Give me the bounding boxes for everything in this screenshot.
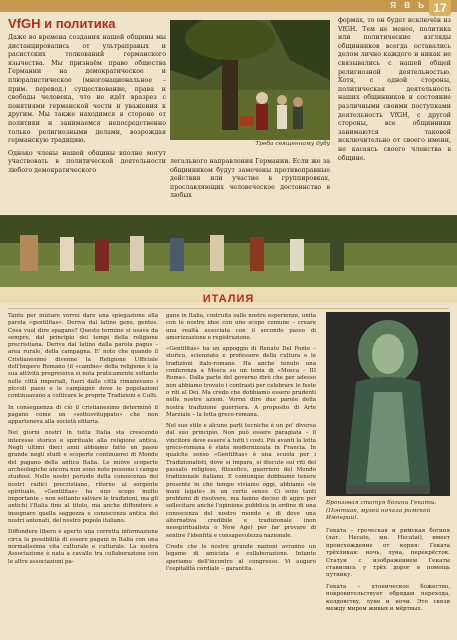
hecate-statue-photo <box>326 312 450 496</box>
oak-ritual-photo <box>170 20 330 140</box>
it-paragraph: Credo che le nostre grande nazioni avranno un legame di amicizia e collaborazione. Intanto speriamo dell'incontro al congresso. Vi auguro l'ospitalità cordiale – garantita. <box>166 543 316 572</box>
section-header-italia <box>0 287 457 303</box>
it-column-1 <box>8 313 158 570</box>
hecate-note: Геката – хтоническое божество, покровительствует обрядам перехода, колдовству, луне и ночи. Это связи между миром живых и мёртвых. <box>326 583 450 613</box>
it-photo-caption: Бронзовая статуя богини Гекаты. (Понтиак, музей начала римской Империи). <box>326 500 437 522</box>
procession-image <box>0 215 457 287</box>
section-name: Я В Ь <box>390 1 427 10</box>
hecate-notes <box>326 528 450 617</box>
it-paragraph: In conseguenza di ciò il cristianesimo determinò il pagano come un «sottosviluppato» che non apparteneva alla società elitaria. <box>8 404 158 426</box>
page-number: 17 <box>429 0 451 16</box>
it-paragraph: gane in Italia, costruita sulle nostre esperienze, unita con le nostre idee con uno scopo comune – creare una realtà associata con il secondo passo di amorizzazione e registrazione. <box>166 313 316 341</box>
hecate-statue-image <box>326 312 450 496</box>
it-paragraph: «Gentilitas» ha un appoggio di Renato Del Ponte – storico, scienziato e professore della cultura e le tradizioni italo-romane. Ha anche tenuto una conferenza a Mosca su un tema di «Mosca – III Roma». Dalla parte del governo dirò che per adesso non abbiamo trovato i contrasti per celebrare le feste o riti al Dei. Ma credo che dobbiamo essere prudenti nelle nostre azioni. Vorrei dire due parole della nostra tradizione guerriera. A proposito di Arte Marziale – la lotta greco-romana. <box>166 346 316 418</box>
it-paragraph: Tanto per iniziare vorrei dare una spiegazione alla parola «gentilitas». Deriva dal latino gens, gentes. Cosa vuol dire spagano? Questo termine si usava da sempre, dal principio dei tempi della religione precristiana. Deriva dal latino dalla parola pagus – area rurale, della campagna. E' noto che quando il Cristianesimo divenne la Religione Ufficiale dell'Impero Romano (il «cambio» della religione è la sua attività progressiva si nota praticamente soltanto nelle città imperiali, fuori dalle città rimanevano i piccoli paesi e le campagne dove le popolazioni continuavano a coltivare le proprie Tradizioni e Culti. <box>8 313 158 400</box>
it-paragraph: Diffondere libero e aperto una corretta informazione circa la possibilità di essere pagani in Italia con una normalissima vita culturale e culturale. La nostra Associazione è nata a cavallo tra collaborazione con le altre associazioni pa- <box>8 529 158 565</box>
ru-paragraph: легального направления Германии. Если же за общинником будут замечены противоправные действия или участие в группировках, прославляющих человеческое достоинство в любых <box>170 158 330 200</box>
ru-column-3 <box>338 17 451 167</box>
procession-photo <box>0 215 457 287</box>
header-band <box>0 0 457 12</box>
ru-column-2 <box>170 158 330 205</box>
it-column-2 <box>166 313 316 577</box>
article-title-ru: VfGH и политика <box>8 16 116 31</box>
it-paragraph: Nel suo stile e alcune parti tecniche è un po' diversa dal suo principio. Non può essere paragiata – il vincitore deve essere a tutti i costi. Più avanti la lotta greco-romana è stata modernizzata in Francia. In qualche senso «Gentilitas» è una scuola per i Tradizionalisti, dove si impara, si discute sui riti del passato religioso, filosofico, guerriero del Mondo tradizionale italiano. E comunque dobbiamo tenere presente in che tempo viviamo oggi, abbiamo «le mani legate» in un certo senso. Ci sono tanti problemi di risolvere, ma hanno deciso di agire per sollecitare anche l'opinione pubblica in ordine di una conoscenza del nostro mondo e di dove una alternativa credibile e tradizionale (non neospiritualista o New Age) per far provare di sentire l'identità e consapevolezza nazionale. <box>166 423 316 539</box>
divider <box>8 308 449 309</box>
ru-column-1 <box>8 34 166 180</box>
ru-paragraph: Однако члены нашей общины вполне могут участвовать в политической деятельности любого демократического <box>8 149 166 174</box>
ru-photo-caption: Треба священному дубу <box>255 141 330 147</box>
ru-paragraph: формах, то он будет исключён из VfGH. Тем не менее, политика или политические взгляды общинников всегда оставались делом лично каждого и никак не связывались с нашей общей религиозной деятельностью. Хотя, с одной стороны, политическая деятельность наших общинников и состояние различными своими поступками деятельность VfGH, с другой стороны, все общинники занимаются таковой исключительно от своего имени, не касаясь своего членства в общине. <box>338 17 451 162</box>
oak-ritual-image <box>170 20 330 140</box>
it-paragraph: Nei giorni nostri in tutta Italia sta crescendo interesse storico e spirituale alla religione antica. Negli ultimi dieci anni abbiamo fatto un passo grande negli studi e scoperte continuerei di Mondo del pagano della antica Italia. Le nuove scoperte archeologiche ancora non sono noto possono i campo studiosi. Nello nostri periodo della conoscenza dei nostri radici precristiane, ritorno al sorgente spirituale, «Gentilitas» ha uno scopo molto importante – non soltanto salvare le tradizioni, ma gli antichi l'Italia fino al titolo, ma anche diffondere e insegnare quella saggezza e conoscenza antica dei nostri antenati, del nostro popolo italiano. <box>8 430 158 525</box>
article-title-it: ИТАЛИЯ <box>202 293 255 305</box>
ru-paragraph: Даже во времена создания нашей общины мы дистанцировались от ультраправых и расистских толкований германского язычества. Мы признаём право общества Германии на демократическое и плюралистическое (многонациональное – прим. перевод.) существование, права и свободы человека, что не идёт вразрез с понятиями германской чести и уважения к другим. Мы также находимся в стороне от политики и занимаемся непосредственно только религиозными делами, возрождая германскую традицию. <box>8 34 166 145</box>
hecate-note: Геката – греческая и римская богиня (лат. Hecate, мн. Hecatai), имеет происхождение от корня: Геката трёхликая: ночь, луна, перекрёсток. Статуи с изображением Гекаты ставились у трёх дорог в помощь путнику. <box>326 528 450 579</box>
